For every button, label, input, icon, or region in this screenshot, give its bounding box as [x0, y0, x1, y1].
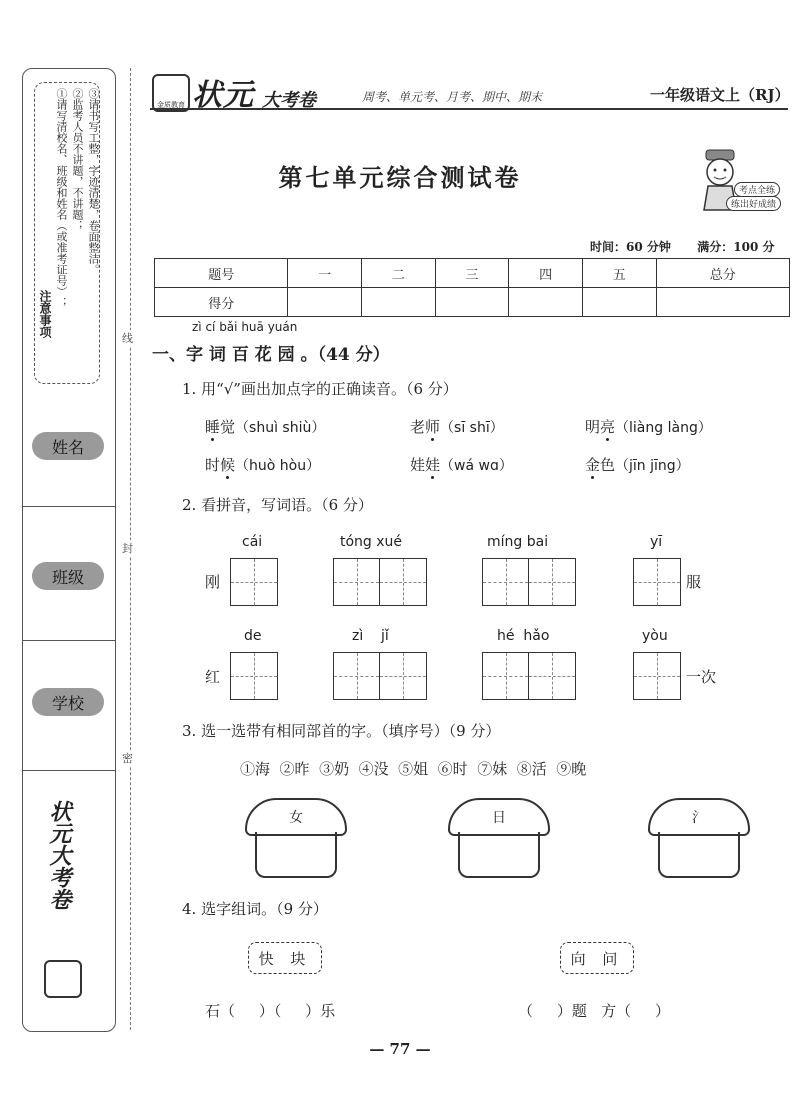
writing-grid[interactable]	[230, 558, 278, 606]
writing-grid[interactable]	[482, 558, 576, 606]
dotted-char: 睡	[205, 418, 221, 436]
writing-grid[interactable]	[333, 558, 427, 606]
writing-grid[interactable]	[333, 652, 427, 700]
pinyin-options[interactable]: （wá wɑ）	[440, 458, 513, 474]
pinyin-label: tóng xué	[340, 534, 403, 550]
note-3: ③请书写工整，字迹清楚，卷面整洁。	[87, 88, 100, 275]
pot-answer-area[interactable]	[255, 832, 337, 878]
brand-logo-icon	[152, 74, 190, 112]
section-pinyin: zì cí bǎi huā yuán	[192, 320, 298, 334]
table-cell: 总分	[656, 259, 789, 288]
brand-sub: 大考卷	[262, 90, 316, 111]
brand-main: 状元	[192, 78, 254, 113]
mascot-illustration	[690, 146, 790, 216]
score-table	[154, 258, 790, 317]
given-char: 红	[205, 668, 221, 686]
q4-line-right[interactable]: （ ）题 方（ ）	[518, 1002, 670, 1020]
sidebar-brand: 状元大考卷	[46, 800, 72, 910]
table-cell: 三	[435, 259, 509, 288]
writing-grid[interactable]	[633, 652, 681, 700]
q3-prompt: 3. 选一选带有相同部首的字。（填序号）（9 分）	[182, 722, 501, 740]
pinyin-label: de	[244, 628, 262, 644]
radical-pot-3[interactable]	[648, 798, 748, 880]
table-cell: 二	[362, 259, 436, 288]
score-input-3[interactable]	[435, 288, 509, 317]
writing-grid[interactable]	[230, 652, 278, 700]
q1-item-5: 娃娃（wá wɑ）	[410, 456, 513, 474]
pinyin-options[interactable]: （liàng làng）	[615, 420, 712, 436]
header-rule	[150, 108, 788, 110]
pot-lid: 女	[245, 798, 347, 836]
mascot-badge-2: 练出好成绩	[726, 196, 781, 211]
score-input-5[interactable]	[582, 288, 656, 317]
pot-answer-area[interactable]	[458, 832, 540, 878]
header-grade: 一年级语文上（RJ）	[650, 86, 790, 104]
pinyin-label: hé hǎo	[497, 628, 550, 644]
given-char: 一次	[686, 668, 717, 686]
writing-grid[interactable]	[482, 652, 576, 700]
seal-char-seal: 封	[122, 542, 133, 555]
strip-divider	[22, 640, 116, 641]
radical-pot-2[interactable]	[448, 798, 548, 880]
q4-line-left[interactable]: 石（ ）（ ）乐	[205, 1002, 336, 1020]
strip-divider	[22, 506, 116, 507]
q2-prompt: 2. 看拼音，写词语。（6 分）	[182, 496, 373, 514]
dotted-char: 候	[220, 456, 236, 474]
q1-item-6: 金色（jīn jīng）	[585, 456, 690, 474]
dotted-char: 师	[425, 418, 441, 436]
exam-info	[590, 238, 775, 255]
table-row	[155, 259, 790, 288]
q1-item-1: 睡觉（shuì shiù）	[205, 418, 326, 436]
given-char: 刚	[205, 573, 221, 591]
note-1: ①请写清校名、班级和姓名（或准考证号）；	[55, 88, 68, 308]
class-field[interactable]: 班级	[32, 562, 104, 590]
pot-lid: 氵	[648, 798, 750, 836]
pinyin-label: zì jǐ	[352, 628, 389, 644]
given-char: 服	[686, 573, 702, 591]
q1-item-2: 老师（sī shī）	[410, 418, 504, 436]
table-cell: 四	[509, 259, 583, 288]
pinyin-options[interactable]: （huò hòu）	[235, 458, 321, 474]
choice-box-1: 快 块	[248, 942, 322, 974]
pot-lid: 日	[448, 798, 550, 836]
q4-prompt: 4. 选字组词。（9 分）	[182, 900, 328, 918]
section-heading: 一、字 词 百 花 园 。（44 分）	[152, 345, 390, 365]
pinyin-label: cái	[242, 534, 263, 550]
pinyin-options[interactable]: （jīn jīng）	[615, 458, 690, 474]
table-cell: 五	[582, 259, 656, 288]
pinyin-label: yī	[650, 534, 663, 550]
note-2: ②监考人员不讲题，不讲题；	[71, 88, 84, 231]
radical-pot-1[interactable]	[245, 798, 345, 880]
sidebar-logo-icon	[44, 960, 82, 998]
name-field[interactable]: 姓名	[32, 432, 104, 460]
exam-full-score: 满分：100 分	[697, 240, 775, 254]
score-input-total[interactable]	[656, 288, 789, 317]
q1-item-3: 明亮（liàng làng）	[585, 418, 712, 436]
pinyin-label: yòu	[642, 628, 668, 644]
q3-options: ①海 ②昨 ③奶 ④没 ⑤姐 ⑥时 ⑦妹 ⑧活 ⑨晚	[240, 760, 587, 778]
header-tagline: 周考、单元考、月考、期中、期末	[362, 90, 543, 104]
table-row	[155, 288, 790, 317]
score-input-1[interactable]	[288, 288, 362, 317]
choice-box-2: 向 问	[560, 942, 634, 974]
table-cell: 题号	[155, 259, 288, 288]
pinyin-options[interactable]: （shuì shiù）	[235, 420, 326, 436]
logo-text: 金质教育	[157, 101, 185, 109]
dotted-char: 亮	[600, 418, 616, 436]
strip-divider	[22, 770, 116, 771]
dotted-char: 金	[585, 456, 601, 474]
writing-grid[interactable]	[633, 558, 681, 606]
school-field[interactable]: 学校	[32, 688, 104, 716]
pot-answer-area[interactable]	[658, 832, 740, 878]
table-cell: 得分	[155, 288, 288, 317]
dotted-char: 娃	[425, 456, 441, 474]
pinyin-label: míng bai	[487, 534, 549, 550]
q1-prompt: 1. 用“√”画出加点字的正确读音。（6 分）	[182, 380, 458, 398]
mascot-badge-1: 考点全练	[734, 182, 780, 197]
q1-item-4: 时候（huò hòu）	[205, 456, 321, 474]
seal-char-close: 密	[122, 752, 133, 765]
seal-char-line: 线	[122, 332, 133, 345]
score-input-2[interactable]	[362, 288, 436, 317]
score-input-4[interactable]	[509, 288, 583, 317]
pinyin-options[interactable]: （sī shī）	[440, 420, 504, 436]
notes-heading: 注意事项	[38, 290, 52, 338]
page-title: 第七单元综合测试卷	[278, 163, 522, 192]
exam-time: 时间：60 分钟	[590, 240, 671, 254]
page-number: — 77 —	[369, 1040, 431, 1058]
table-cell: 一	[288, 259, 362, 288]
